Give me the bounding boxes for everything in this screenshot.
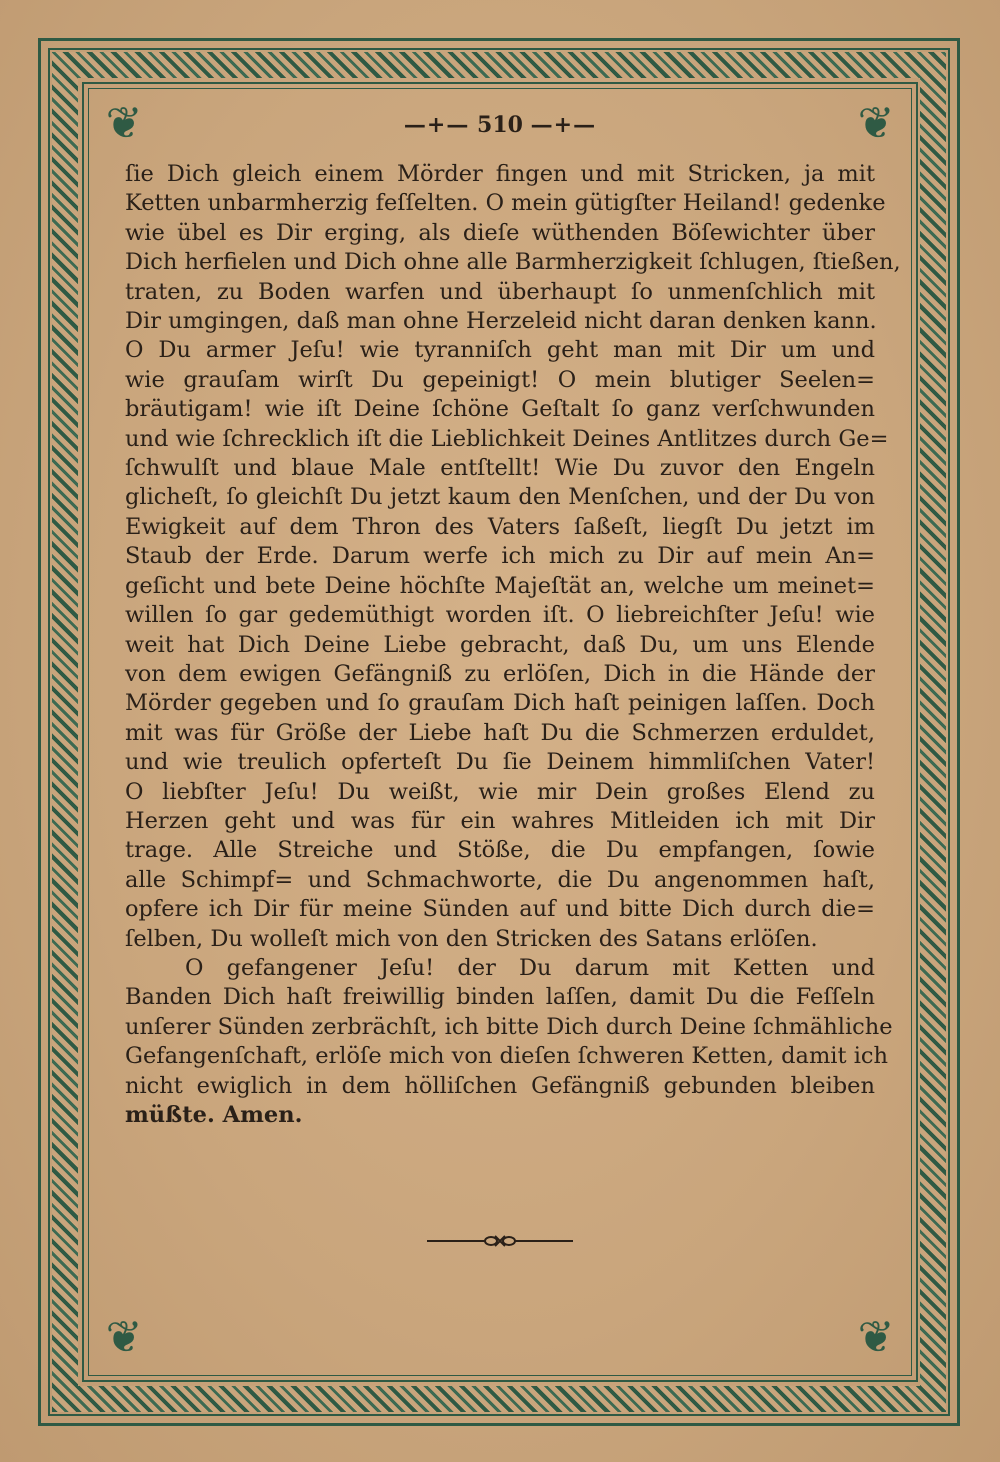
text-line: Mörder gegeben und ſo grauſam Dich haſt peinigen laſſen. Doch [125, 690, 875, 717]
paragraph-2 [125, 954, 893, 1130]
text-line: müßte. Amen. [125, 1102, 303, 1128]
text-line: opfere ich Dir für meine Sünden auf und bitte Dich durch die= [125, 896, 875, 923]
header-ornament-right: —+— [530, 112, 597, 138]
corner-ornament-icon: ❦ [857, 1312, 895, 1363]
text-line: Banden Dich haſt freiwillig binden laſſen, damit Du die Feſſeln [125, 984, 875, 1011]
text-line: Ewigkeit auf dem Thron des Vaters ſaßeſt, liegſt Du jetzt im [125, 513, 875, 540]
text-line: ſie Dich gleich einem Mörder fingen und mit Stricken, ja mit [125, 161, 875, 187]
text-line: nicht ewiglich in dem hölliſchen Gefängniß gebunden bleiben [125, 1072, 875, 1099]
page-header [0, 112, 1000, 138]
text-line: von dem ewigen Gefängniß zu erlöſen, Dich in die Hände der [125, 660, 875, 687]
page-number: 510 [477, 112, 523, 138]
text-line: ſelben, Du wolleſt mich von den Stricken des Satans erlöſen. [125, 925, 818, 952]
text-line: und wie ſchrecklich iſt die Lieblichkeit Deines Antlitzes durch Ge= [125, 425, 889, 452]
text-line: ſchwulſt und blaue Male entſtellt! Wie Du zuvor den Engeln [125, 455, 875, 482]
paragraph-1 [125, 160, 901, 954]
text-line: weit hat Dich Deine Liebe gebracht, daß Du, um uns Elende [125, 631, 875, 658]
body-text [125, 160, 901, 1130]
text-line: alle Schimpf= und Schmachworte, die Du angenommen haſt, [125, 866, 875, 893]
text-line: Herzen geht und was für ein wahres Mitleiden ich mit Dir [125, 807, 875, 834]
text-line: geſicht und bete Deine höchſte Majeſtät an, welche um meinet= [125, 572, 875, 599]
text-line: Dir umgingen, daß man ohne Herzeleid nicht daran denken kann. [125, 308, 877, 335]
text-line: Dich herfielen und Dich ohne alle Barmherzigkeit ſchlugen, ſtießen, [125, 249, 901, 276]
text-line: O Du armer Jeſu! wie tyranniſch geht man mit Dir um und [125, 337, 875, 364]
end-ornament-icon [0, 1230, 1000, 1254]
text-line: unſerer Sünden zerbrächſt, ich bitte Dich durch Deine ſchmähliche [125, 1013, 893, 1040]
text-line: Staub der Erde. Darum werfe ich mich zu Dir auf mein An= [125, 543, 875, 570]
text-line: wie grauſam wirſt Du gepeinigt! O mein blutiger Seelen= [125, 366, 875, 393]
text-line: Gefangenſchaft, erlöſe mich von dieſen ſchweren Ketten, damit ich [125, 1043, 888, 1070]
corner-ornament-icon: ❦ [105, 98, 143, 149]
text-line: und wie treulich opferteſt Du ſie Deinem himmliſchen Vater! [125, 749, 875, 776]
text-line: willen ſo gar gedemüthigt worden iſt. O liebreichſter Jeſu! wie [125, 602, 875, 629]
text-line: trage. Alle Streiche und Stöße, die Du empfangen, ſowie [125, 837, 875, 864]
text-line: bräutigam! wie iſt Deine ſchöne Geſtalt ſo ganz verſchwunden [125, 396, 875, 423]
text-line: mit was für Größe der Liebe haſt Du die Schmerzen erduldet, [125, 719, 875, 746]
text-line: Ketten unbarmherzig feſſelten. O mein gütigſter Heiland! gedenke [125, 190, 886, 217]
corner-ornament-icon: ❦ [857, 98, 895, 149]
corner-ornament-icon: ❦ [105, 1312, 143, 1363]
text-line: wie übel es Dir erging, als dieſe wüthenden Böſewichter über [125, 219, 875, 246]
text-line: traten, zu Boden warfen und überhaupt ſo unmenſchlich mit [125, 278, 875, 305]
text-line: glicheſt, ſo gleichſt Du jetzt kaum den Menſchen, und der Du von [125, 484, 875, 511]
text-line: O liebſter Jeſu! Du weißt, wie mir Dein großes Elend zu [125, 778, 875, 805]
text-line: O gefangener Jeſu! der Du darum mit Ketten und [185, 954, 875, 981]
header-ornament-left: —+— [403, 112, 470, 138]
